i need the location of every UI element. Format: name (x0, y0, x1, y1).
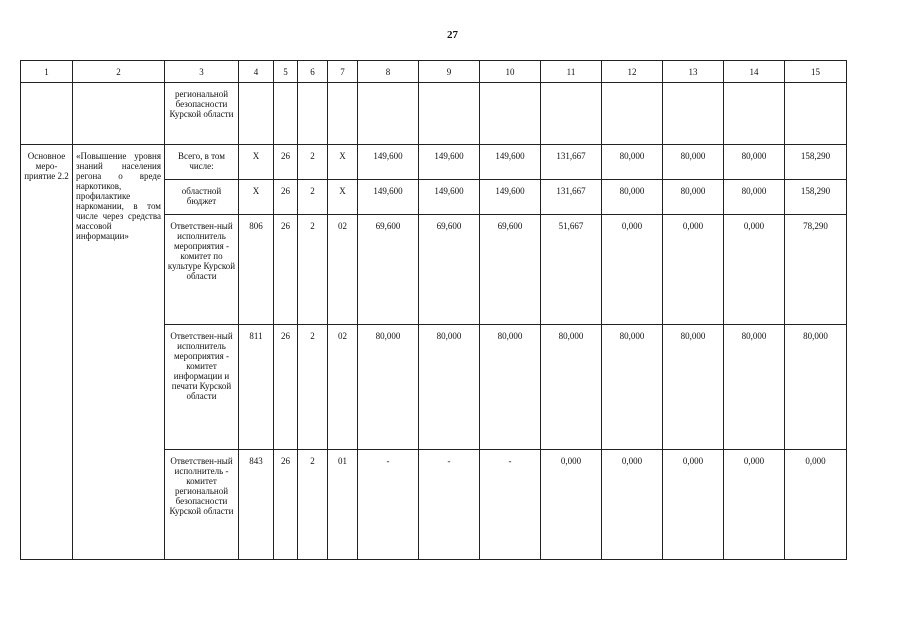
value-cell: 80,000 (663, 145, 724, 180)
empty-cell (73, 83, 165, 145)
value-cell: 0,000 (724, 215, 785, 325)
header-cell: 7 (328, 61, 358, 83)
value-cell: 149,600 (419, 145, 480, 180)
empty-cell (419, 83, 480, 145)
empty-cell (274, 83, 298, 145)
code-cell: 2 (298, 449, 328, 559)
value-cell: 80,000 (358, 325, 419, 449)
code-cell: 2 (298, 215, 328, 325)
header-cell: 12 (602, 61, 663, 83)
activity-description-cell: «Повышение уровня знаний населения регона о вреде наркотиков, профилактике наркомании, в том числе через средства массовой информации» (73, 145, 165, 560)
code-cell: 843 (239, 449, 274, 559)
budget-table (20, 60, 847, 560)
source-cell: Ответствен-ный исполнитель мероприятия - комитет информации и печати Курской области (165, 325, 239, 449)
code-cell: 2 (298, 180, 328, 215)
value-cell: 80,000 (663, 180, 724, 215)
value-cell: 0,000 (602, 215, 663, 325)
source-cell: Ответствен-ный исполнитель - комитет региональной безопасности Курской области (165, 449, 239, 559)
value-cell: - (358, 449, 419, 559)
value-cell: 80,000 (724, 145, 785, 180)
value-cell: 69,600 (480, 215, 541, 325)
value-cell: 0,000 (663, 449, 724, 559)
header-cell: 3 (165, 61, 239, 83)
value-cell: - (480, 449, 541, 559)
empty-cell (358, 83, 419, 145)
value-cell: 51,667 (541, 215, 602, 325)
value-cell: 80,000 (724, 180, 785, 215)
empty-cell (602, 83, 663, 145)
value-cell: 69,600 (358, 215, 419, 325)
empty-cell (724, 83, 785, 145)
empty-cell (21, 83, 73, 145)
source-cell: региональной безопасности Курской области (165, 83, 239, 145)
header-cell: 8 (358, 61, 419, 83)
code-cell: 01 (328, 449, 358, 559)
value-cell: 149,600 (419, 180, 480, 215)
value-cell: 0,000 (724, 449, 785, 559)
value-cell: 0,000 (602, 449, 663, 559)
code-cell: Х (239, 180, 274, 215)
code-cell: 2 (298, 145, 328, 180)
value-cell: 158,290 (785, 180, 847, 215)
value-cell: 80,000 (602, 180, 663, 215)
value-cell: 80,000 (663, 325, 724, 449)
empty-cell (328, 83, 358, 145)
code-cell: Х (328, 180, 358, 215)
value-cell: 80,000 (724, 325, 785, 449)
value-cell: 131,667 (541, 180, 602, 215)
code-cell: 2 (298, 325, 328, 449)
activity-name-cell: Основное меро-приятие 2.2 (21, 145, 73, 560)
header-cell: 11 (541, 61, 602, 83)
value-cell: 78,290 (785, 215, 847, 325)
header-cell: 4 (239, 61, 274, 83)
code-cell: 26 (274, 180, 298, 215)
empty-cell (298, 83, 328, 145)
header-cell: 2 (73, 61, 165, 83)
value-cell: 149,600 (358, 180, 419, 215)
header-cell: 15 (785, 61, 847, 83)
page-number: 27 (447, 29, 458, 41)
source-cell: областной бюджет (165, 180, 239, 215)
value-cell: 80,000 (785, 325, 847, 449)
code-cell: Х (239, 145, 274, 180)
value-cell: 149,600 (480, 180, 541, 215)
value-cell: 80,000 (419, 325, 480, 449)
value-cell: - (419, 449, 480, 559)
header-cell: 9 (419, 61, 480, 83)
code-cell: 02 (328, 325, 358, 449)
value-cell: 0,000 (785, 449, 847, 559)
code-cell: 26 (274, 325, 298, 449)
value-cell: 80,000 (602, 325, 663, 449)
value-cell: 158,290 (785, 145, 847, 180)
header-cell: 10 (480, 61, 541, 83)
value-cell: 80,000 (480, 325, 541, 449)
value-cell: 69,600 (419, 215, 480, 325)
header-cell: 14 (724, 61, 785, 83)
value-cell: 149,600 (480, 145, 541, 180)
source-cell: Ответствен-ный исполнитель мероприятия - комитет по культуре Курской области (165, 215, 239, 325)
code-cell: Х (328, 145, 358, 180)
empty-cell (663, 83, 724, 145)
value-cell: 149,600 (358, 145, 419, 180)
code-cell: 806 (239, 215, 274, 325)
header-cell: 6 (298, 61, 328, 83)
empty-cell (239, 83, 274, 145)
table-row (21, 145, 847, 180)
value-cell: 0,000 (541, 449, 602, 559)
continuation-row (21, 83, 847, 145)
empty-cell (480, 83, 541, 145)
code-cell: 811 (239, 325, 274, 449)
value-cell: 80,000 (602, 145, 663, 180)
code-cell: 26 (274, 449, 298, 559)
code-cell: 26 (274, 145, 298, 180)
code-cell: 02 (328, 215, 358, 325)
empty-cell (785, 83, 847, 145)
empty-cell (541, 83, 602, 145)
value-cell: 80,000 (541, 325, 602, 449)
header-cell: 5 (274, 61, 298, 83)
header-cell: 13 (663, 61, 724, 83)
code-cell: 26 (274, 215, 298, 325)
value-cell: 131,667 (541, 145, 602, 180)
header-row (21, 61, 847, 83)
value-cell: 0,000 (663, 215, 724, 325)
source-cell: Всего, в том числе: (165, 145, 239, 180)
header-cell: 1 (21, 61, 73, 83)
